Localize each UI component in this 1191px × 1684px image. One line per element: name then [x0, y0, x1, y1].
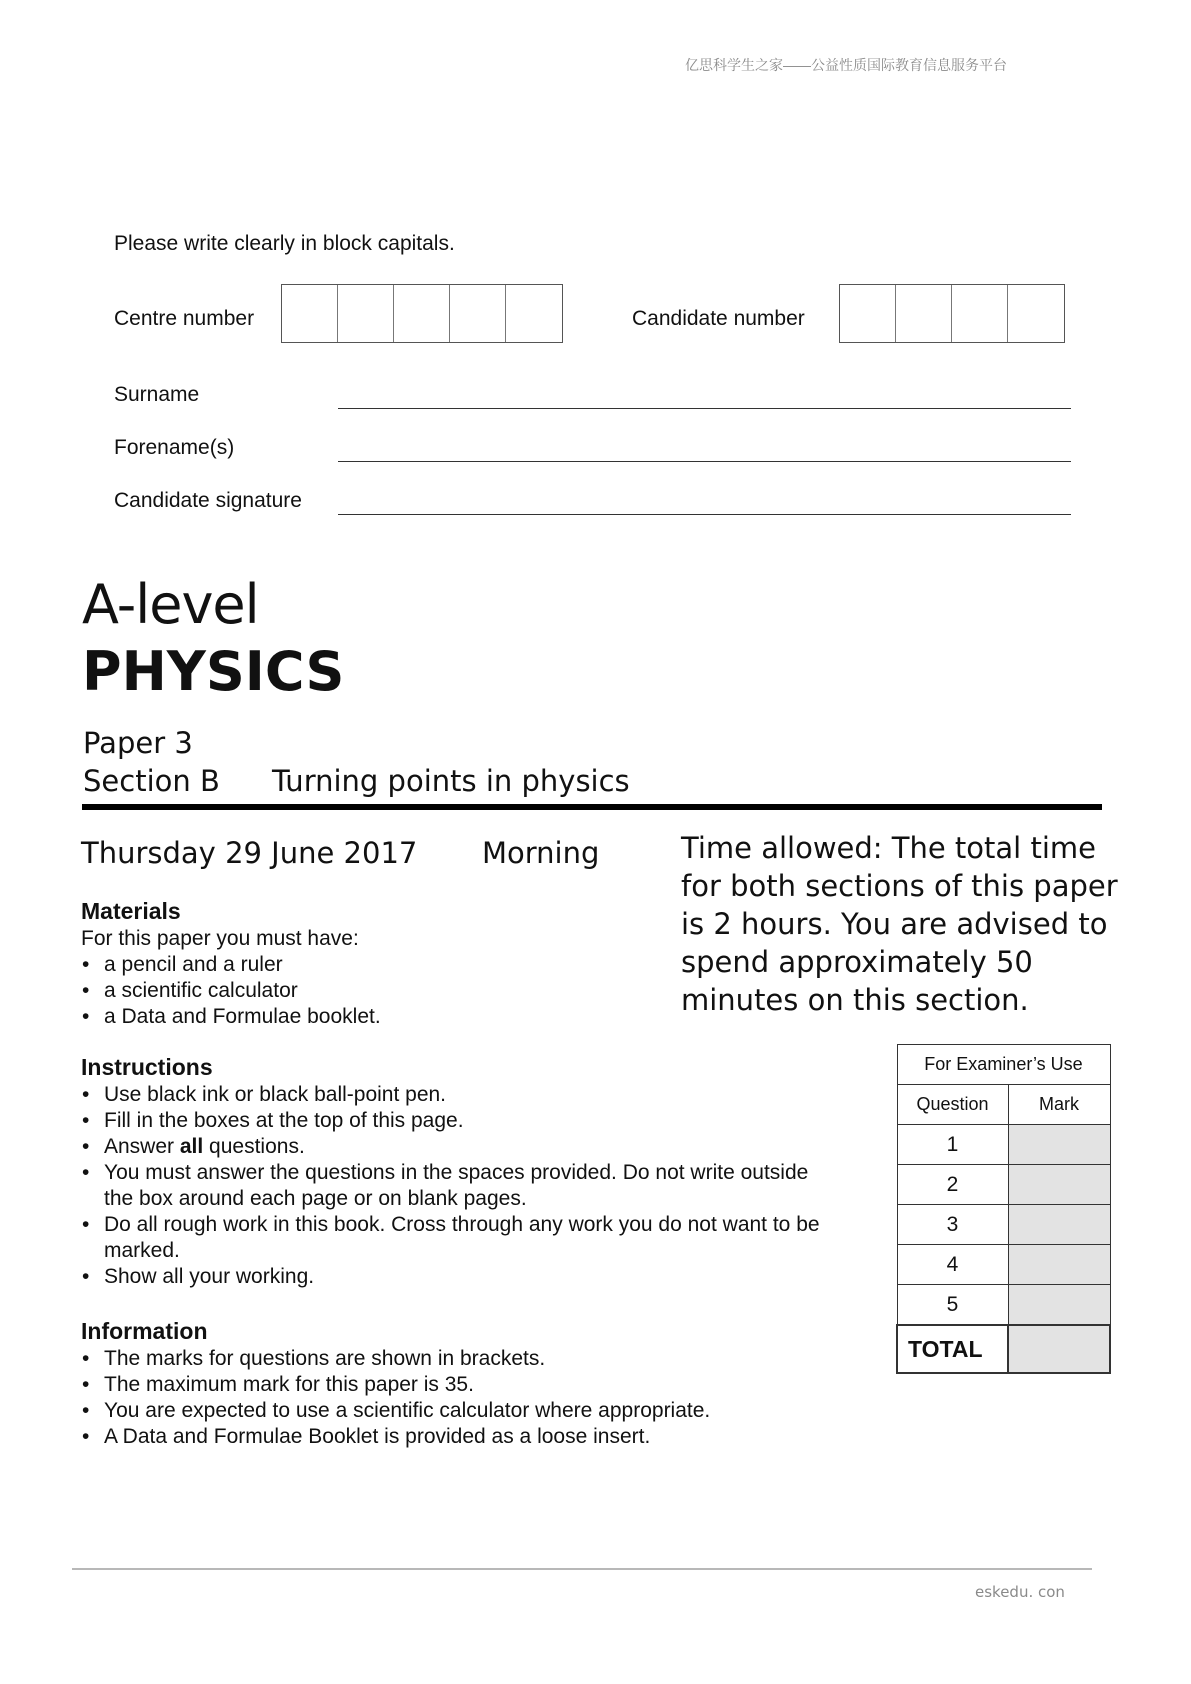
- centre-number-boxes[interactable]: [281, 284, 563, 343]
- surname-label: Surname: [114, 383, 200, 406]
- mark-cell[interactable]: [1008, 1205, 1110, 1245]
- candidate-digit-box[interactable]: [896, 285, 952, 342]
- information-item: • The marks for questions are shown in brackets.: [81, 1346, 826, 1372]
- mark-column-header: Mark: [1008, 1085, 1110, 1125]
- time-allowed: Time allowed: The total time for both sections of this paper is 2 hours. You are advised to spend approximately 50 minutes on this section.: [681, 831, 1118, 1017]
- total-mark-cell[interactable]: [1008, 1325, 1110, 1373]
- watermark-text: 亿思科学生之家——公益性质国际教育信息服务平台: [685, 57, 1007, 73]
- footer-text: eskedu. con: [975, 1583, 1065, 1601]
- total-label: TOTAL: [897, 1325, 1008, 1373]
- instruction-item: • Show all your working.: [81, 1264, 826, 1290]
- information-item: • You are expected to use a scientific calculator where appropriate.: [81, 1398, 826, 1424]
- question-number: 5: [897, 1285, 1008, 1326]
- examiner-use-table: [896, 1044, 1111, 1374]
- question-number: 2: [897, 1165, 1008, 1205]
- signature-label: Candidate signature: [114, 489, 302, 512]
- exam-session: Morning: [482, 836, 600, 870]
- materials-item: • a Data and Formulae booklet.: [81, 1004, 801, 1030]
- question-column-header: Question: [897, 1085, 1008, 1125]
- information-item: • The maximum mark for this paper is 35.: [81, 1372, 826, 1398]
- instructions-heading: Instructions: [81, 1054, 213, 1080]
- candidate-number-label: Candidate number: [632, 307, 805, 330]
- exam-date: Thursday 29 June 2017: [81, 836, 418, 870]
- candidate-digit-box[interactable]: [952, 285, 1008, 342]
- forename-label: Forename(s): [114, 436, 235, 459]
- information-section: [81, 1318, 826, 1450]
- centre-digit-box[interactable]: [338, 285, 394, 342]
- instruction-answer-all: Answer all questions.: [104, 1135, 305, 1158]
- information-heading: Information: [81, 1318, 208, 1344]
- candidate-digit-box[interactable]: [840, 285, 896, 342]
- instruction-item: • Do all rough work in this book. Cross through any work you do not want to be marked.: [81, 1212, 826, 1264]
- mark-cell[interactable]: [1008, 1125, 1110, 1165]
- instruction-item: [81, 1134, 826, 1160]
- section-label: Section B: [83, 764, 220, 798]
- qualification-level: A-level: [82, 573, 259, 636]
- centre-digit-box[interactable]: [282, 285, 338, 342]
- instructions-section: [81, 1054, 826, 1290]
- question-number: 4: [897, 1245, 1008, 1285]
- mark-cell[interactable]: [1008, 1165, 1110, 1205]
- materials-section: [81, 898, 801, 1030]
- materials-item: • a scientific calculator: [81, 978, 801, 1004]
- section-topic: Turning points in physics: [272, 764, 630, 798]
- subject-title: PHYSICS: [82, 640, 345, 703]
- information-item: • A Data and Formulae Booklet is provided as a loose insert.: [81, 1424, 826, 1450]
- question-number: 1: [897, 1125, 1008, 1165]
- mark-cell[interactable]: [1008, 1285, 1110, 1326]
- centre-number-label: Centre number: [114, 307, 255, 330]
- candidate-number-boxes[interactable]: [839, 284, 1065, 343]
- surname-line[interactable]: [338, 408, 1071, 409]
- centre-digit-box[interactable]: [394, 285, 450, 342]
- materials-heading: Materials: [81, 898, 181, 924]
- examiner-table-title: For Examiner’s Use: [897, 1045, 1110, 1085]
- instruction-item: • You must answer the questions in the spaces provided. Do not write outside the box around each page or on blank pages.: [81, 1160, 826, 1212]
- forename-line[interactable]: [338, 461, 1071, 462]
- candidate-digit-box[interactable]: [1008, 285, 1064, 342]
- signature-line[interactable]: [338, 514, 1071, 515]
- materials-intro: For this paper you must have:: [81, 927, 359, 950]
- title-divider: [82, 804, 1102, 810]
- mark-cell[interactable]: [1008, 1245, 1110, 1285]
- centre-digit-box[interactable]: [506, 285, 562, 342]
- centre-digit-box[interactable]: [450, 285, 506, 342]
- instruction-item: • Use black ink or black ball-point pen.: [81, 1082, 826, 1108]
- form-instruction: Please write clearly in block capitals.: [114, 232, 455, 255]
- materials-item: • a pencil and a ruler: [81, 952, 801, 978]
- paper-number: Paper 3: [83, 726, 193, 760]
- question-number: 3: [897, 1205, 1008, 1245]
- instruction-item: • Fill in the boxes at the top of this page.: [81, 1108, 826, 1134]
- footer-divider: [72, 1568, 1092, 1570]
